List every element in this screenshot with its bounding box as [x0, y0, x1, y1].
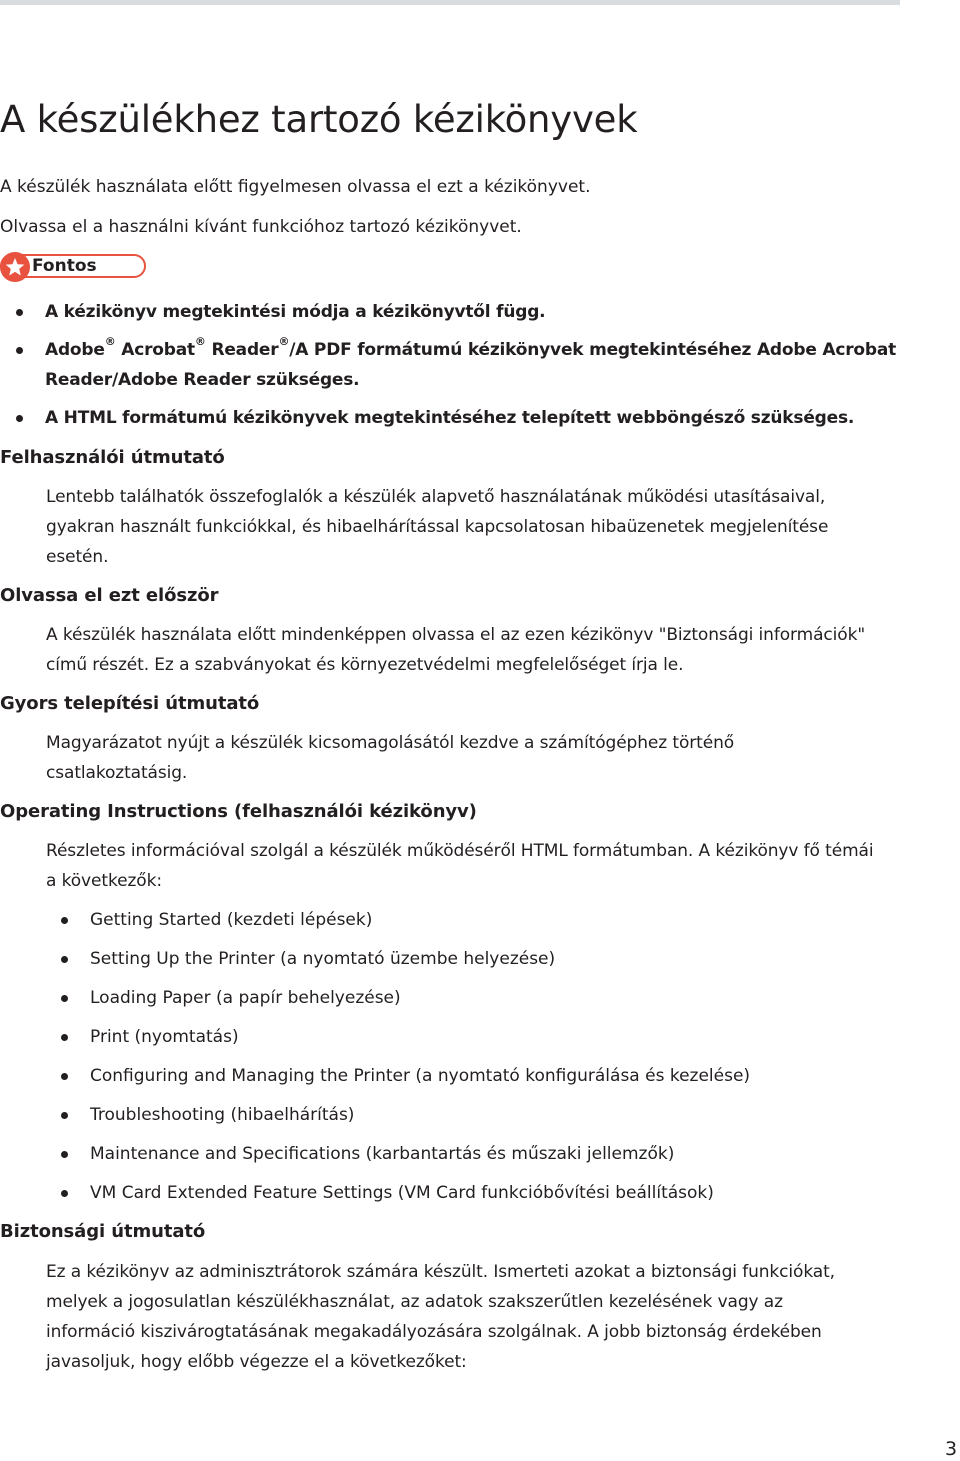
- bullet-icon: [16, 309, 23, 316]
- list-item: [0, 335, 896, 395]
- bullet-icon: [61, 917, 68, 924]
- page-title: A készülékhez tartozó kézikönyvek: [0, 98, 638, 141]
- list-item: Print (nyomtatás): [45, 1022, 750, 1061]
- list-item: Getting Started (kezdeti lépések): [45, 905, 750, 944]
- important-item-1: A kézikönyv megtekintési módja a kézikönyvtől függ.: [45, 302, 546, 322]
- bullet-icon: [16, 347, 23, 354]
- bullet-icon: [16, 415, 23, 422]
- list-item: Troubleshooting (hibaelhárítás): [45, 1100, 750, 1139]
- important-label: Fontos: [32, 256, 97, 276]
- section-title-security-guide: Biztonsági útmutató: [0, 1221, 206, 1242]
- section-title-operating-instructions: Operating Instructions (felhasználói kézikönyv): [0, 801, 477, 822]
- important-item-2-line-1: Adobe® Acrobat® Reader®/A PDF formátumú kézikönyvek megtekintéséhez Adobe Acrobat: [45, 335, 897, 360]
- topic-list: [45, 905, 750, 1217]
- intro-line-1: A készülék használata előtt figyelmesen olvassa el ezt a kézikönyvet.: [0, 177, 591, 197]
- bullet-icon: [61, 1034, 68, 1041]
- section-body-user-guide: Lentebb találhatók összefoglalók a készülék alapvető használatának működési utasításaival, gyakran használt funkciókkal, és hibaelhárítással kapcsolatosan hibaüzenetek megjelenítése esetén.: [46, 487, 829, 567]
- list-item: Loading Paper (a papír behelyezése): [45, 983, 750, 1022]
- list-item: Setting Up the Printer (a nyomtató üzembe helyezése): [45, 944, 750, 983]
- list-item: [0, 403, 896, 433]
- bullet-icon: [61, 956, 68, 963]
- section-title-user-guide: Felhasználói útmutató: [0, 447, 225, 468]
- section-title-quick-install: Gyors telepítési útmutató: [0, 693, 260, 714]
- important-list: [0, 297, 896, 433]
- section-body-quick-install: Magyarázatot nyújt a készülék kicsomagolásától kezdve a számítógéphez történő csatlakoztatásig.: [46, 733, 735, 783]
- list-item: Configuring and Managing the Printer (a nyomtató konfigurálása és kezelése): [45, 1061, 750, 1100]
- important-callout-header: [0, 252, 150, 282]
- bullet-icon: [61, 1112, 68, 1119]
- bullet-icon: [61, 1190, 68, 1197]
- bullet-icon: [61, 1073, 68, 1080]
- page-number: 3: [945, 1438, 958, 1460]
- list-item: Maintenance and Specifications (karbantartás és műszaki jellemzők): [45, 1139, 750, 1178]
- bullet-icon: [61, 995, 68, 1002]
- intro-line-2: Olvassa el a használni kívánt funkcióhoz tartozó kézikönyvet.: [0, 217, 522, 237]
- important-item-3: A HTML formátumú kézikönyvek megtekintéséhez telepített webböngésző szükséges.: [45, 408, 855, 428]
- bullet-icon: [61, 1151, 68, 1158]
- list-item: VM Card Extended Feature Settings (VM Card funkcióbővítési beállítások): [45, 1178, 750, 1217]
- section-body-security-guide: Ez a kézikönyv az adminisztrátorok számára készült. Ismerteti azokat a biztonsági funkciókat, melyek a jogosulatlan készülékhasználat, az adatok szakszerűtlen kezelésének vagy az információ kiszivárogtatásának megakadályozására szolgálnak. A jobb biztonság érdekében javasoljuk, hogy előbb végezze el a következőket:: [46, 1262, 835, 1372]
- section-title-read-first: Olvassa el ezt először: [0, 585, 219, 606]
- header-rule: [0, 0, 900, 5]
- section-body-read-first: A készülék használata előtt mindenképpen olvassa el az ezen kézikönyv "Biztonsági információk" című részét. Ez a szabványokat és környezetvédelmi megfelelőséget írja le.: [46, 625, 866, 675]
- important-item-2-line-2: Reader/Adobe Reader szükséges.: [45, 370, 360, 390]
- star-icon: [0, 252, 30, 282]
- list-item: [0, 297, 896, 327]
- section-body-operating-instructions: Részletes információval szolgál a készülék működéséről HTML formátumban. A kézikönyv fő témái a következők:: [46, 841, 874, 891]
